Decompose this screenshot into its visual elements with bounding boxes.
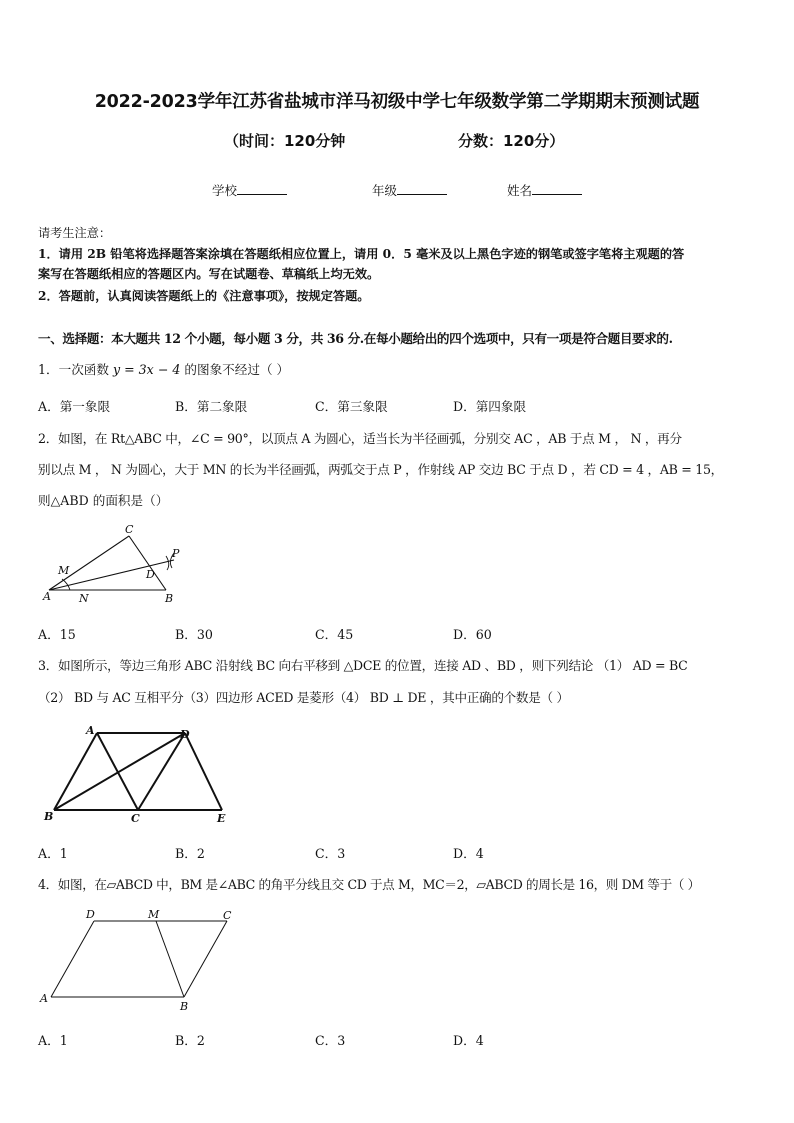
question-1 (38, 359, 289, 378)
q2-label-p: P (172, 547, 180, 560)
q2-option-a[interactable]: A．15 (38, 627, 76, 642)
q1-option-a[interactable]: A．第一象限 (38, 399, 111, 414)
q3-label-e: E (217, 812, 226, 825)
q1-option-b[interactable]: B．第二象限 (175, 399, 248, 414)
q4-option-a[interactable]: A．1 (38, 1033, 68, 1048)
notice-line-1: 1．请用 2B 铅笔将选择题答案涂填在答题纸相应位置上，请用 0．5 毫米及以上黑色字迹的钢笔或签字笔将主观题的答 (38, 247, 685, 261)
q2-line-3: 则△ABD 的面积是（） (38, 493, 169, 508)
q1-option-c[interactable]: C．第三象限 (315, 399, 388, 414)
q2-option-c[interactable]: C．45 (315, 627, 354, 642)
q3-option-b[interactable]: B．2 (175, 846, 205, 861)
q1-text-b: 的图象不经过（ ） (184, 362, 290, 377)
q4-label-a: A (40, 992, 48, 1005)
q2-label-b: B (165, 592, 174, 605)
q4-figure (38, 904, 248, 1014)
name-field (507, 181, 582, 199)
q3-option-d[interactable]: D．4 (453, 846, 484, 861)
notice-line-1b: 案写在答题纸相应的答题区内。写在试题卷、草稿纸上均无效。 (38, 267, 380, 281)
q1-text-a: 1．一次函数 (38, 362, 109, 377)
grade-blank (397, 182, 447, 195)
q2-label-n: N (79, 592, 89, 605)
q3-figure (40, 720, 240, 830)
q2-line-1: 2．如图，在 Rt△ABC 中，∠C = 90°，以顶点 A 为圆心，适当长为半径画弧，分别交 AC ，AB 于点 M ， N ，再分 (38, 431, 682, 446)
page-title: 2022-2023学年江苏省盐城市洋马初级中学七年级数学第二学期期末预测试题 (94, 92, 700, 112)
school-label: 学校 (212, 183, 238, 198)
q2-label-a: A (43, 590, 51, 603)
q1-option-d[interactable]: D．第四象限 (453, 399, 527, 414)
grade-field (372, 181, 447, 199)
q4-option-d[interactable]: D．4 (453, 1033, 484, 1048)
q3-label-d: D (180, 728, 190, 741)
q4-option-c[interactable]: C．3 (315, 1033, 346, 1048)
name-label: 姓名 (507, 183, 533, 198)
section-heading: 一、选择题：本大题共 12 个小题，每小题 3 分，共 36 分.在每小题给出的四个选项中，只有一项是符合题目要求的. (38, 331, 673, 346)
q2-label-d: D (146, 568, 155, 581)
q4-line-1: 4．如图，在▱ABCD 中，BM 是∠ABC 的角平分线且交 CD 于点 M，MC＝2，▱ABCD 的周长是 16，则 DM 等于（ ） (38, 877, 700, 892)
q2-option-d[interactable]: D．60 (453, 627, 492, 642)
q4-label-d: D (86, 908, 95, 921)
q4-option-b[interactable]: B．2 (175, 1033, 205, 1048)
q2-figure (40, 522, 190, 607)
notice-heading: 请考生注意： (38, 226, 112, 240)
q3-line-2: （2） BD 与 AC 互相平分（3）四边形 ACED 是菱形（4） BD ⊥ DE ，其中正确的个数是（ ） (38, 690, 569, 705)
q2-label-m: M (58, 564, 70, 577)
q2-line-2: 别以点 M ， N 为圆心，大于 MN 的长为半径画弧，两弧交于点 P ，作射线 AP 交边 BC 于点 D ，若 CD = 4 ，AB = 15， (38, 462, 723, 477)
q3-label-c: C (131, 812, 140, 825)
name-blank (532, 182, 582, 195)
school-blank (237, 182, 287, 195)
q1-expression: y = 3x − 4 (113, 362, 181, 377)
q4-label-b: B (180, 1000, 189, 1013)
q3-option-c[interactable]: C．3 (315, 846, 346, 861)
notice-line-2: 2．答题前，认真阅读答题纸上的《注意事项》，按规定答题。 (38, 289, 370, 303)
q4-label-m: M (148, 908, 160, 921)
q3-line-1: 3．如图所示，等边三角形 ABC 沿射线 BC 向右平移到 △DCE 的位置，连接 AD 、BD ，则下列结论 （1） AD = BC (38, 658, 688, 673)
grade-label: 年级 (372, 183, 398, 198)
q4-label-c: C (223, 909, 232, 922)
q3-label-a: A (86, 724, 95, 737)
q3-label-b: B (44, 810, 54, 823)
q3-option-a[interactable]: A．1 (38, 846, 68, 861)
q2-label-c: C (125, 523, 134, 536)
exam-score: 分数：120分） (458, 132, 565, 150)
exam-time: （时间：120分钟 (224, 132, 346, 150)
school-field (212, 181, 287, 199)
q2-option-b[interactable]: B．30 (175, 627, 213, 642)
